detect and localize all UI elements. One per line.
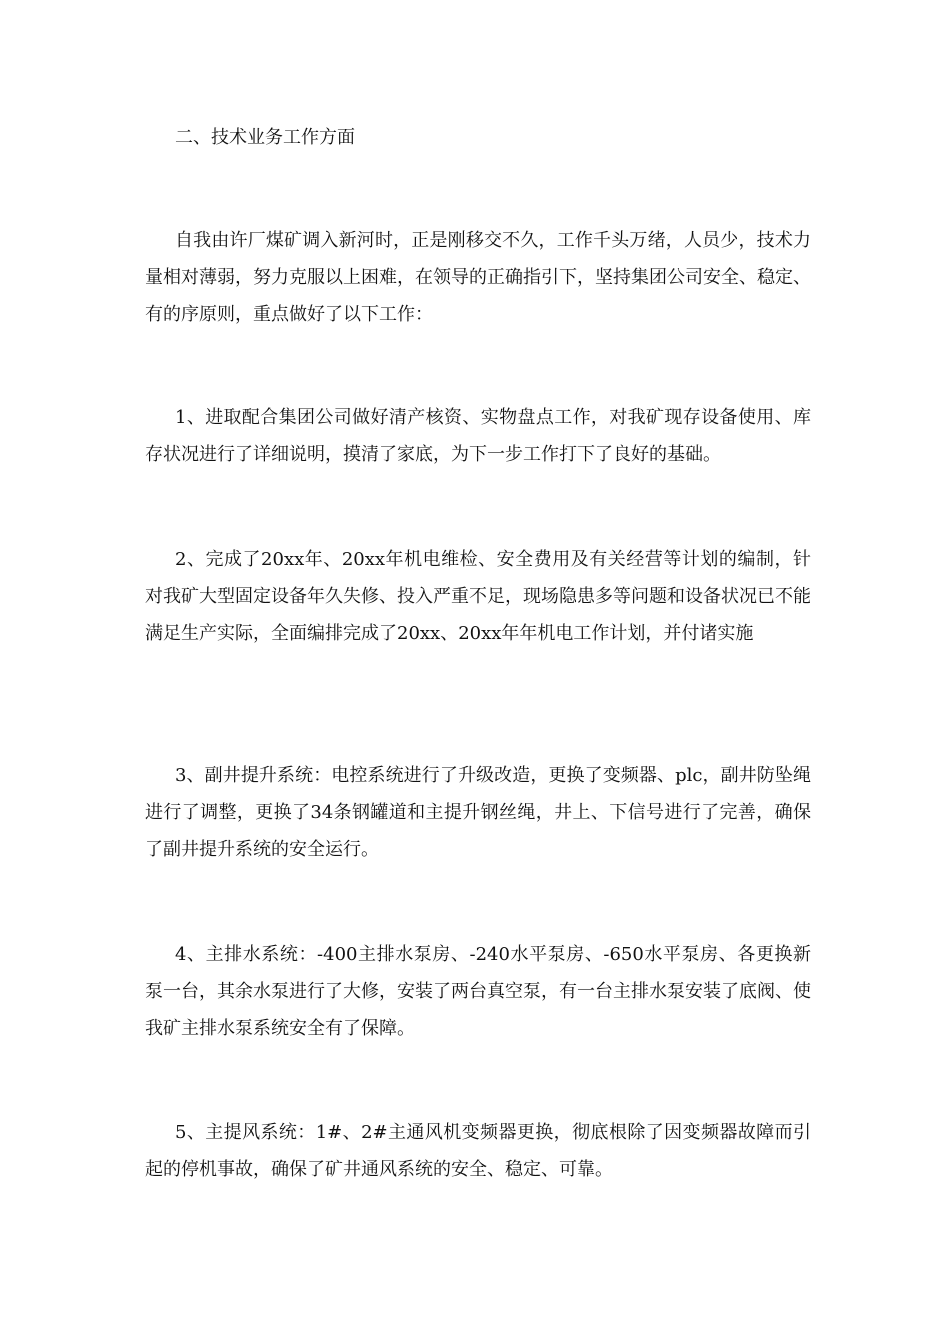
paragraph-item-2: 2、完成了20xx年、20xx年机电维检、安全费用及有关经营等计划的编制，针对我矿大型固定设备年久失修、投入严重不足，现场隐患多等问题和设备状况已不能满足生产实际，全面编排完成了20xx、20xx年年机电工作计划，并付诸实施 [145,549,811,644]
section-heading: 二、技术业务工作方面 [175,127,355,148]
paragraph-item-3: 3、副井提升系统：电控系统进行了升级改造，更换了变频器、plc，副井防坠绳进行了调整，更换了34条钢罐道和主提升钢丝绳，井上、下信号进行了完善，确保了副井提升系统的安全运行。 [145,765,811,860]
paragraph-item-4: 4、主排水系统：-400主排水泵房、-240水平泵房、-650水平泵房、各更换新泵一台，其余水泵进行了大修，安装了两台真空泵，有一台主排水泵安装了底阀、使我矿主排水泵系统安全有了保障。 [145,944,811,1039]
paragraph-item-5: 5、主提风系统：1#、2#主通风机变频器更换，彻底根除了因变频器故障而引起的停机事故，确保了矿井通风系统的安全、稳定、可靠。 [145,1122,811,1180]
paragraph-item-1: 1、进取配合集团公司做好清产核资、实物盘点工作，对我矿现存设备使用、库存状况进行了详细说明，摸清了家底，为下一步工作打下了良好的基础。 [145,407,811,465]
paragraph-intro: 自我由许厂煤矿调入新河时，正是刚移交不久，工作千头万绪，人员少，技术力量相对薄弱，努力克服以上困难，在领导的正确指引下，坚持集团公司安全、稳定、有的序原则，重点做好了以下工作： [145,230,811,325]
